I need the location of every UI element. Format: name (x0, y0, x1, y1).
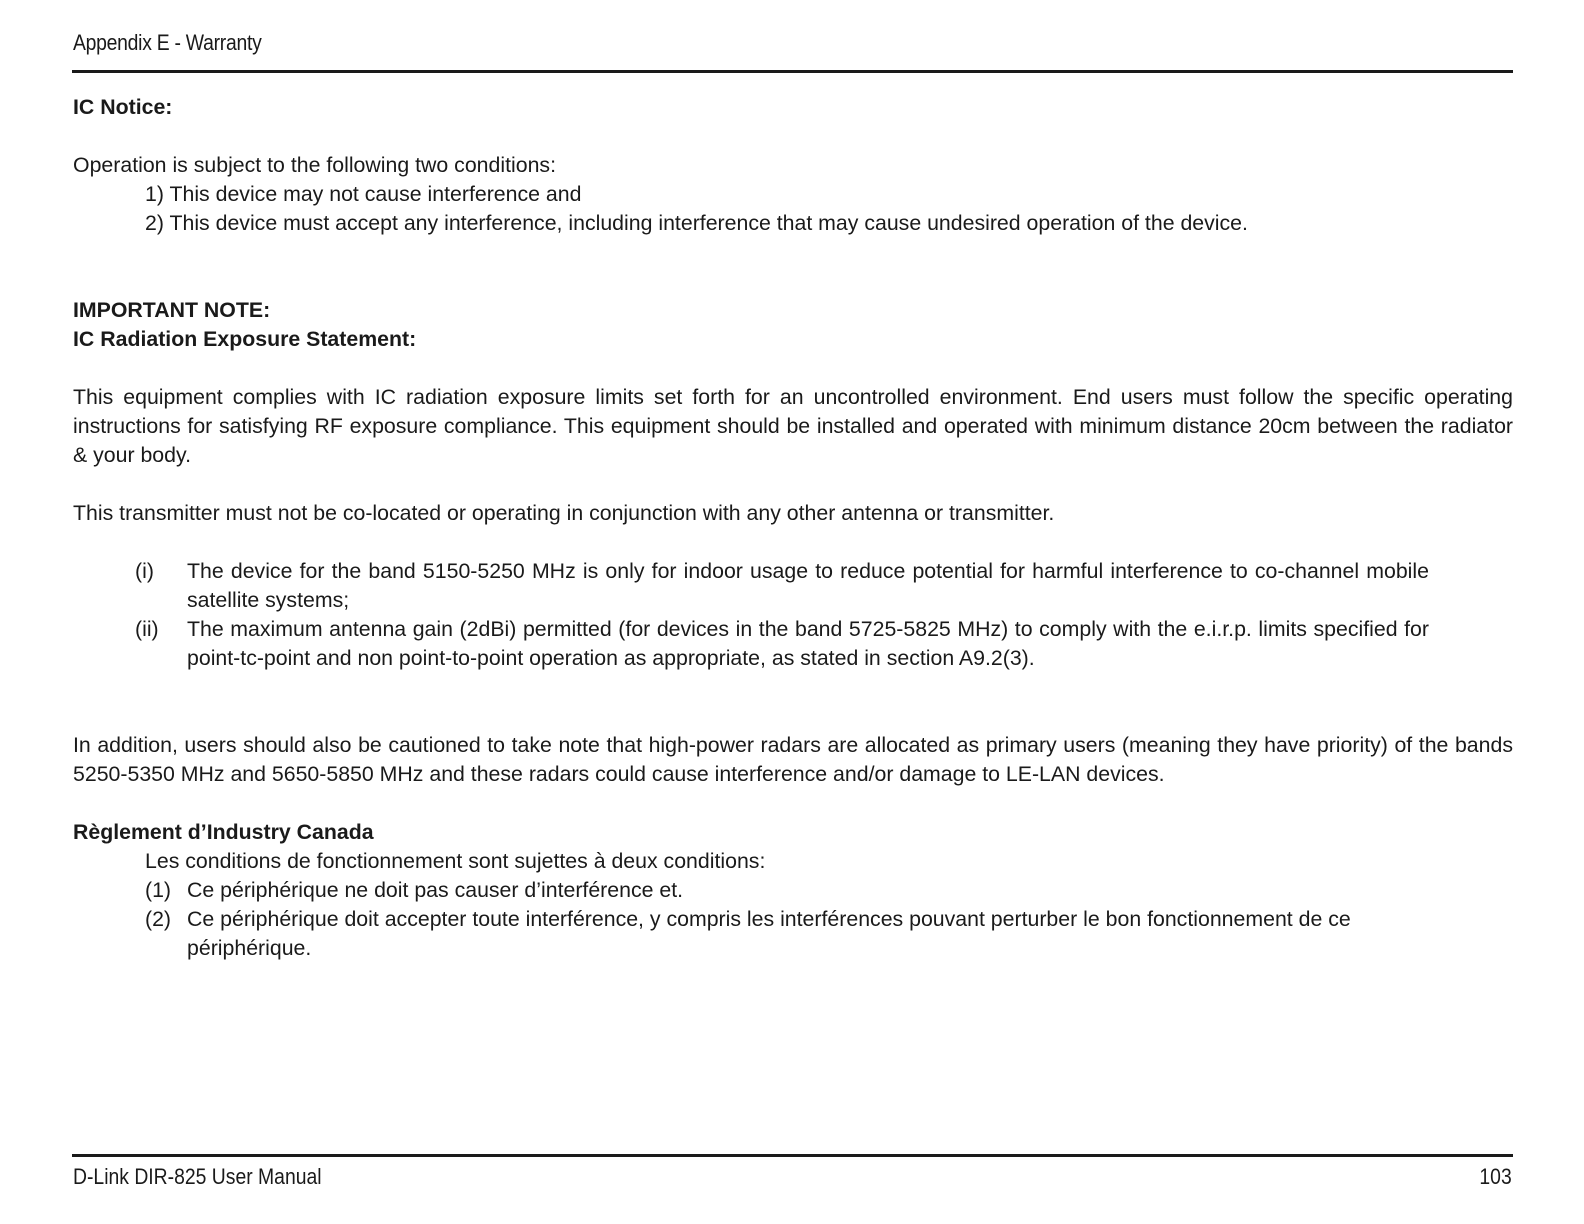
list-text: Ce périphérique ne doit pas causer d’interférence et. (187, 878, 684, 902)
page-number: 103 (1479, 1164, 1512, 1189)
list-item (73, 557, 1429, 615)
french-intro: Les conditions de fonctionnement sont sujettes à deux conditions: (145, 849, 766, 873)
ic-notice-intro: Operation is subject to the following two conditions: (73, 153, 556, 177)
list-item (73, 615, 1429, 673)
list-marker: (ii) (135, 617, 159, 641)
ic-notice-heading: IC Notice: (73, 95, 173, 119)
list-item (73, 905, 1429, 963)
french-heading: Règlement d’Industry Canada (73, 820, 374, 844)
list-item: 1) This device may not cause interference and (145, 182, 582, 206)
footer-rule (72, 1154, 1513, 1157)
colocation-paragraph: This transmitter must not be co-located or operating in conjunction with any other antenna or transmitter. (73, 501, 1055, 525)
important-note-heading: IMPORTANT NOTE: (73, 298, 271, 322)
radiation-paragraph: This equipment complies with IC radiation exposure limits set forth for an uncontrolled environment. End users must follow the specific operating instructions for satisfying RF exposure compliance. This equipment should be installed and operated with minimum distance 20cm between the radiator & your body. (73, 385, 1513, 467)
french-conditions-list (73, 876, 1429, 963)
band-restrictions-list (73, 557, 1429, 673)
list-marker: (1) (145, 878, 172, 902)
page-header-title: Appendix E - Warranty (73, 30, 262, 55)
list-item (73, 876, 1429, 905)
list-text: Ce périphérique doit accepter toute interférence, y compris les interférences pouvant perturber le bon fonctionnement de ce périphérique. (187, 907, 1351, 960)
list-text: The device for the band 5150-5250 MHz is only for indoor usage to reduce potential for harmful interference to co-channel mobile satellite systems; (187, 559, 1429, 612)
list-marker: (2) (145, 907, 172, 931)
header-rule (72, 70, 1513, 73)
list-item: 2) This device must accept any interference, including interference that may cause undesired operation of the device. (145, 211, 1248, 235)
list-marker: (i) (135, 559, 154, 583)
list-text: The maximum antenna gain (2dBi) permitted (for devices in the band 5725-5825 MHz) to comply with the e.i.r.p. limits specified for point-tc-point and non point-to-point operation as appropriate, as stated in section A9.2(3). (187, 617, 1429, 670)
radar-paragraph: In addition, users should also be cautioned to take note that high-power radars are allocated as primary users (meaning they have priority) of the bands 5250-5350 MHz and 5650-5850 MHz and these radars could cause interference and/or damage to LE-LAN devices. (73, 733, 1513, 786)
ic-conditions-list (73, 180, 1513, 238)
page-content (73, 93, 1513, 963)
radiation-statement-heading: IC Radiation Exposure Statement: (73, 327, 417, 351)
footer-manual-title: D-Link DIR-825 User Manual (73, 1164, 322, 1189)
